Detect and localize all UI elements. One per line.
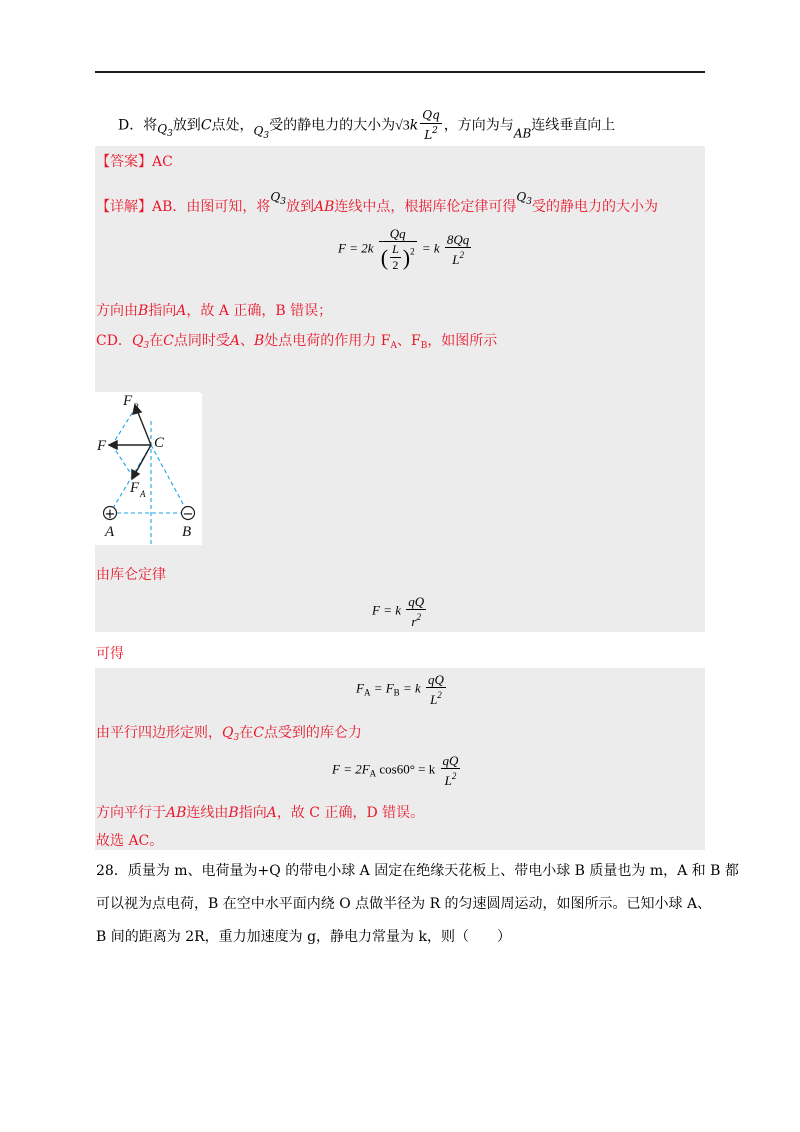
- answer-shade-2: [200, 392, 705, 632]
- answer-label: 【答案】AC: [96, 154, 173, 170]
- b-label: B: [182, 524, 192, 540]
- direction-line-1: 方向由B指向A，故 A 正确，B 错误；: [96, 303, 333, 319]
- a-label: A: [105, 524, 115, 540]
- fa-sub: A: [140, 489, 146, 499]
- header-rule: [95, 71, 705, 73]
- force-diagram: [96, 393, 202, 545]
- question-28-line-2: 可以视为点电荷，B 在空中水平面内绕 O 点做半径为 R 的匀速圆周运动，如图所示。已知小球 A、: [96, 896, 712, 912]
- formula-resultant: $F = 2F_A$ cos60° = k $\frac{qQ}{L^2}$: [332, 753, 459, 788]
- fb-sub: B: [133, 402, 139, 412]
- detail-cd: CD．$Q_3$在C点同时受A、B处点电荷的作用力 $F_A$、$F_B$，如图所示: [96, 333, 498, 351]
- f-label: F: [97, 438, 107, 454]
- detail-ab: 【详解】AB．由图可知，将$Q_3$放到AB连线中点，根据库伦定律可得$Q_3$受的静电力的大小为: [96, 190, 658, 215]
- answer-shade-3: [95, 545, 200, 632]
- fa-arrowhead: [132, 470, 139, 479]
- direction-line-2: 方向平行于AB连线由B指向A，故 C 正确，D 错误。: [96, 805, 425, 821]
- construction-lines: [110, 407, 188, 545]
- minus-sign: −: [182, 507, 194, 522]
- line-c-b: [151, 445, 188, 513]
- parallelogram-line: 由平行四边形定则，$Q_3$在C点受到的库仑力: [96, 725, 362, 743]
- question-28-line-1: 28．质量为 m、电荷量为+Q 的带电小球 A 固定在绝缘天花板上、带电小球 B 质量也为 m，A 和 B 都: [96, 863, 739, 879]
- kede-line: 可得: [96, 646, 124, 662]
- parallelogram-bottom: [112, 445, 133, 477]
- coulomb-law-line: 由库仑定律: [96, 567, 166, 583]
- force-diagram-svg: [96, 393, 202, 545]
- plus-sign: +: [104, 507, 116, 522]
- fa-arrow: [135, 445, 151, 474]
- formula-coulomb-law: F = k $\frac{qQ}{r^2}$: [372, 594, 425, 629]
- parallelogram-top: [112, 407, 136, 445]
- choose-line: 故选 AC。: [96, 833, 164, 849]
- f-arrowhead: [109, 441, 117, 449]
- formula-coulomb-midpoint: F = 2k Qq ( $\frac{L}{2}$ )$^2$ = k $\frac{8Qq}{L^2}$: [338, 226, 470, 272]
- formula-fa-fb: $F_A = F_B = k$ $\frac{qQ}{L^2}$: [356, 672, 444, 707]
- option-d: D．将$Q_3$放到C点处，$Q_3$受的静电力的大小为√3k $\frac{Qq}{L^2}$ ，方向为与AB连线垂直向上: [118, 108, 616, 142]
- c-label: C: [154, 435, 165, 451]
- fa-label: F: [130, 480, 140, 496]
- fb-arrow: [137, 410, 151, 445]
- question-28-line-3: B 间的距离为 2R，重力加速度为 g，静电力常量为 k，则（ ）: [96, 929, 511, 945]
- fb-label: F: [123, 393, 133, 409]
